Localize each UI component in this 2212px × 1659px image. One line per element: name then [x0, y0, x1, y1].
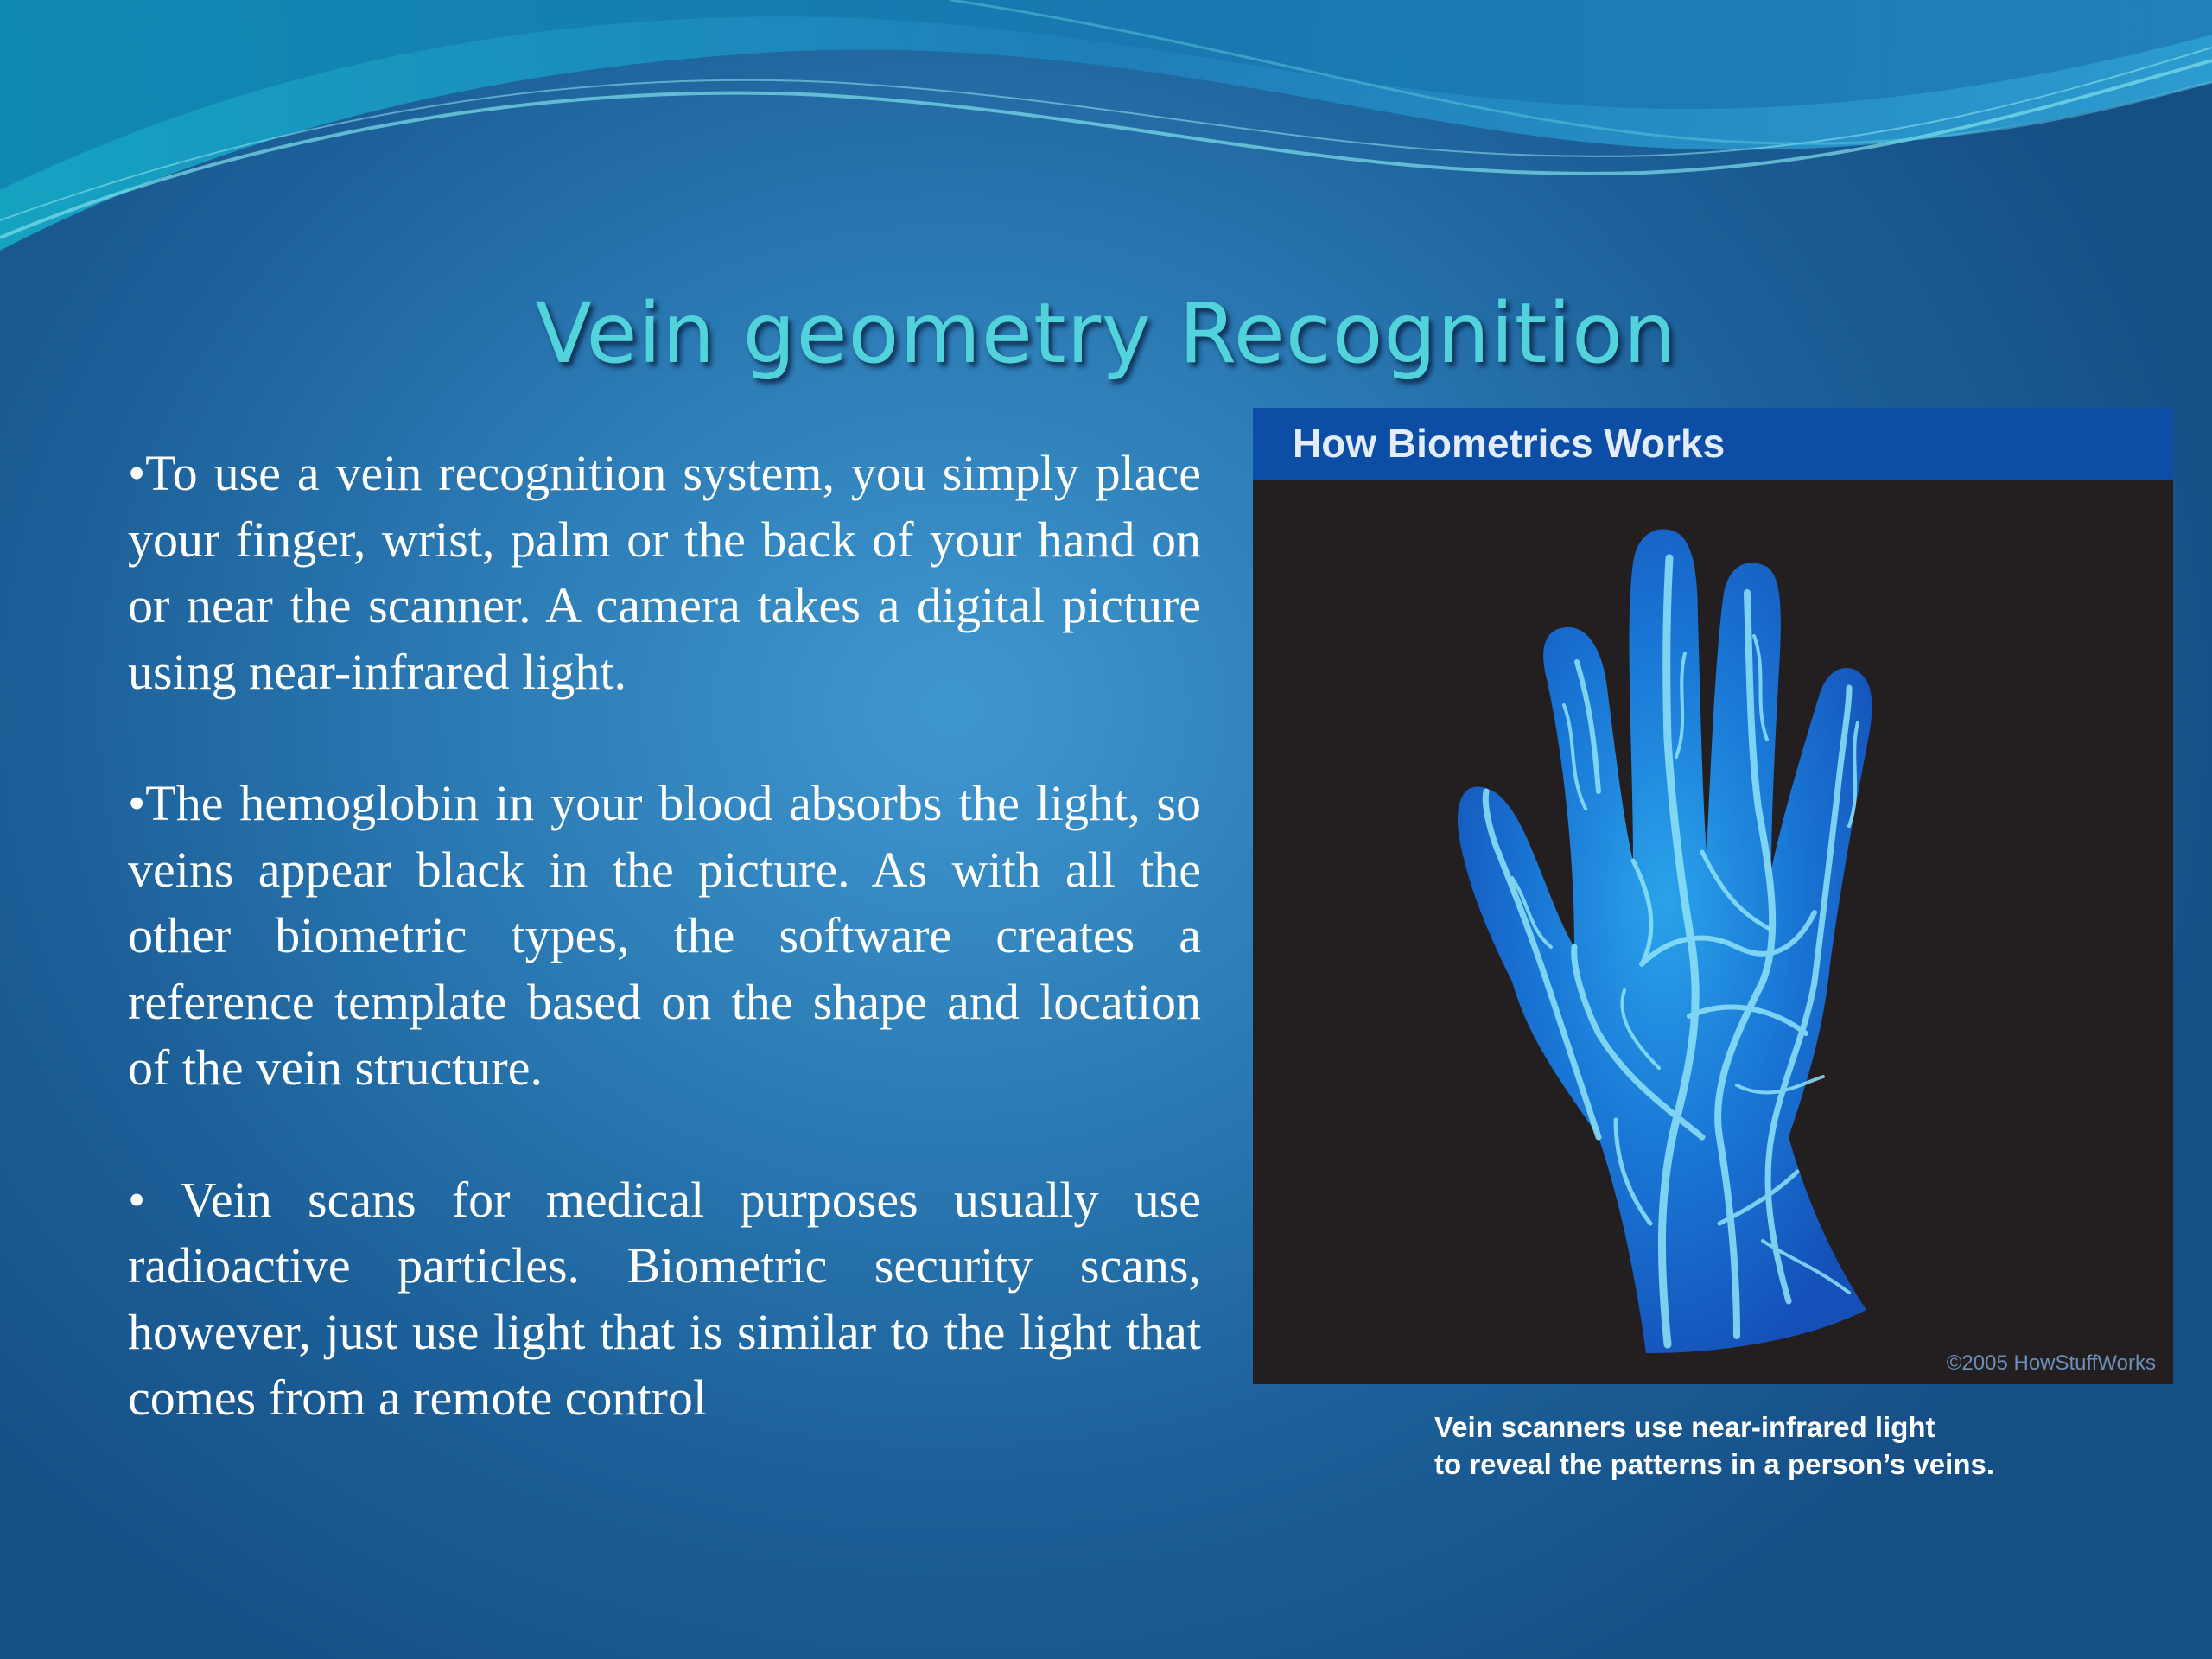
biometrics-figure: [1253, 408, 2173, 1384]
caption-line: Vein scanners use near-infrared light: [1434, 1411, 1936, 1443]
caption-line: to reveal the patterns in a person’s veins.: [1434, 1448, 1994, 1480]
bullet-paragraph: •To use a vein recognition system, you simply place your finger, wrist, palm or the back of your hand on or near the scanner. A camera takes a digital picture using near-infrared light.: [128, 445, 1201, 700]
slide-title: Vein geometry Recognition: [535, 285, 1677, 382]
figure-header: [1253, 408, 2173, 480]
figure-header-title: How Biometrics Works: [1293, 421, 1726, 466]
decorative-waves: [0, 0, 2212, 276]
figure-caption: [1434, 1408, 2177, 1483]
bullet-paragraph: •The hemoglobin in your blood absorbs the light, so veins appear black in the picture. As with all the other biometric types, the software creates a reference template based on the shape and location of the vein structure.: [128, 775, 1201, 1096]
slide-body: [128, 441, 1201, 1497]
bullet-paragraph: • Vein scans for medical purposes usually use radioactive particles. Biometric security scans, however, just use light that is similar to the light that comes from a remote control: [128, 1171, 1201, 1426]
hand-vein-scan-icon: [1253, 480, 2173, 1384]
copyright-label: ©2005 HowStuffWorks: [1946, 1351, 2156, 1375]
